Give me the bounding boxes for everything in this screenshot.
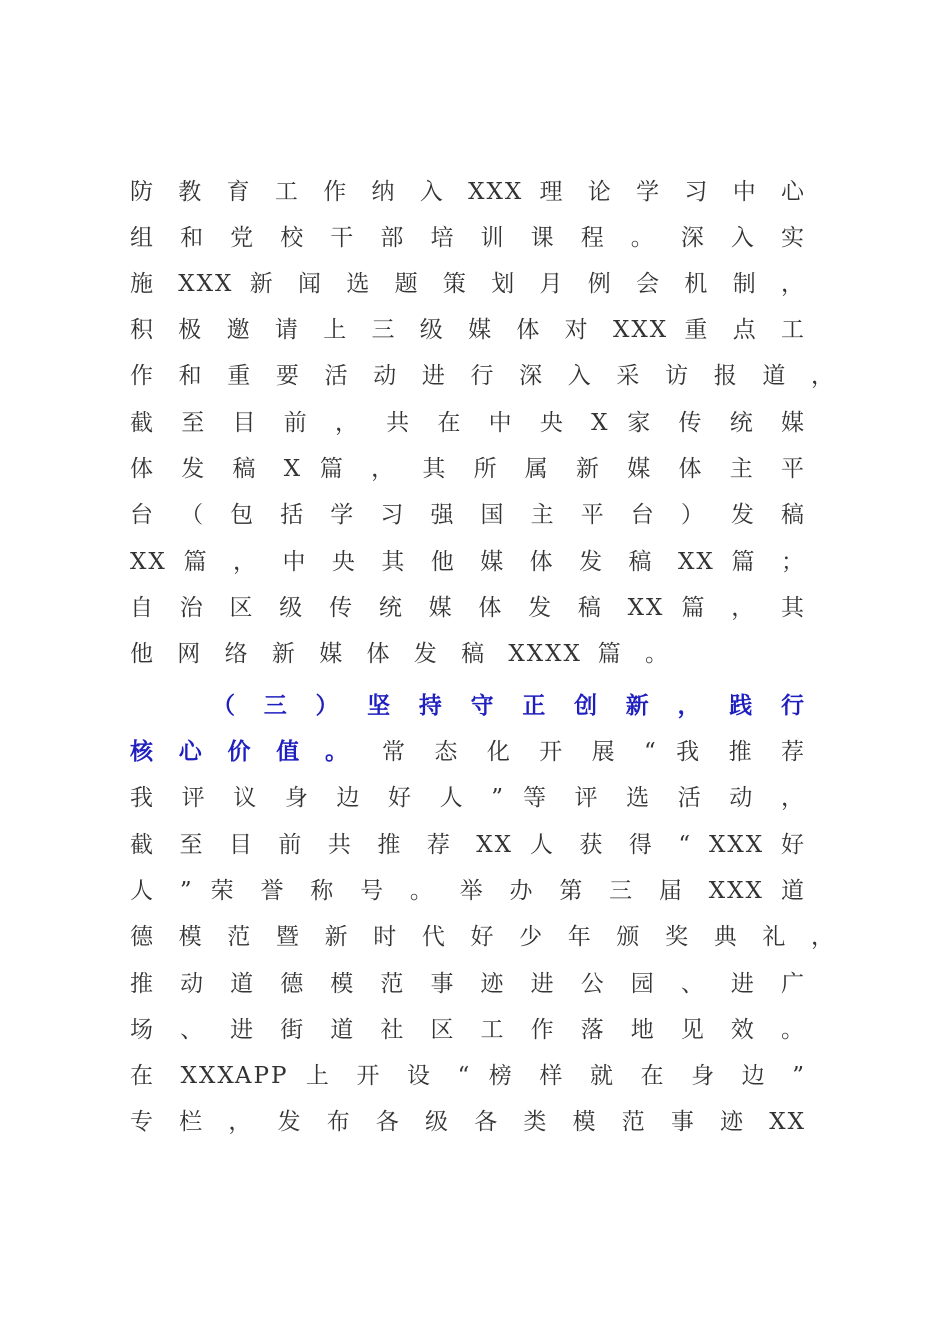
body-line: 截 至 目 前 共 推 荐 XX 人 获 得 “ XXX 好 — [130, 832, 806, 858]
body-line: 在 XXXAPP 上 开 设 “ 榜 样 就 在 身 边 ” — [130, 1063, 806, 1089]
body-line: 体 发 稿 X 篇 ， 其 所 属 新 媒 体 主 平 — [130, 456, 806, 482]
body-line: 自 治 区 级 传 统 媒 体 发 稿 XX 篇 ， 其 — [130, 595, 806, 621]
body-line: 我 评 议 身 边 好 人 ” 等 评 选 活 动 ， — [130, 785, 806, 811]
body-line: 德 模 范 暨 新 时 代 好 少 年 颁 奖 典 礼 ， — [130, 924, 836, 950]
body-line: 常 态 化 开 展 “ 我 推 荐 — [382, 739, 806, 765]
body-line: 施 XXX 新 闻 选 题 策 划 月 例 会 机 制 ， — [130, 271, 806, 297]
section-heading-tail — [130, 732, 350, 772]
body-line: XX 篇 ， 中 央 其 他 媒 体 发 稿 XX 篇 ； — [130, 549, 806, 575]
body-line: 作 和 重 要 活 动 进 行 深 入 采 访 报 道 ， — [130, 363, 836, 389]
body-line: 他 网 络 新 媒 体 发 稿 XXXX 篇 。 — [130, 641, 670, 667]
section-heading: （ 三 ） 坚 持 守 正 创 新 ， 践 行 — [212, 692, 806, 719]
heading-tail-text: 核 心 价 值 。 — [130, 738, 350, 765]
body-line: 台 （ 包 括 学 习 强 国 主 平 台 ） 发 稿 — [130, 502, 806, 528]
body-line: 人 ” 荣 誉 称 号 。 举 办 第 三 届 XXX 道 — [130, 878, 806, 904]
body-line: 积 极 邀 请 上 三 级 媒 体 对 XXX 重 点 工 — [130, 317, 806, 343]
body-line: 组 和 党 校 干 部 培 训 课 程 。 深 入 实 — [130, 225, 806, 251]
body-line: 防 教 育 工 作 纳 入 XXX 理 论 学 习 中 心 — [130, 179, 806, 205]
body-line: 截 至 目 前 ， 共 在 中 央 X 家 传 统 媒 — [130, 410, 806, 436]
body-line: 场 、 进 街 道 社 区 工 作 落 地 见 效 。 — [130, 1017, 806, 1043]
body-line: 推 动 道 德 模 范 事 迹 进 公 园 、 进 广 — [130, 971, 806, 997]
body-line: 专 栏 ， 发 布 各 级 各 类 模 范 事 迹 XX — [130, 1109, 806, 1135]
